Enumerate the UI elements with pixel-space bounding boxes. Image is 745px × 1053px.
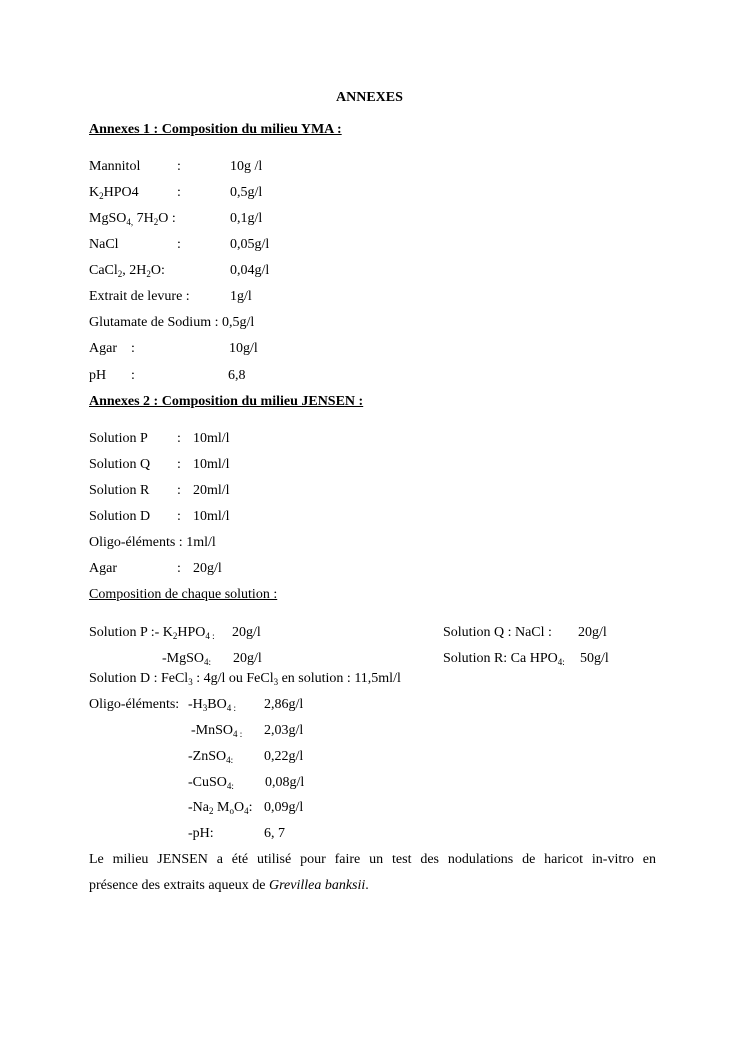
solution-q-value: 20g/l	[578, 625, 607, 640]
row-label: Solution D	[89, 509, 151, 524]
oligo-item: $-H_3BO_{4 :}$	[188, 697, 236, 713]
solutions-subheading: Composition de chaque solution :	[89, 587, 278, 602]
oligo-label: Oligo-éléments:	[89, 697, 180, 712]
row-label: Mannitol	[89, 159, 141, 174]
paragraph-line2: présence des extraits aqueux de Grevillea banksii.	[89, 878, 369, 893]
row-value: 6,8	[228, 368, 246, 383]
row-label: Glutamate de Sodium : 0,5g/l	[89, 315, 255, 330]
solution-d: Solution D : FeCl$_3$ : 4g/l ou FeCl$_3$ en solution : 11,5ml/l	[89, 671, 401, 687]
row-colon: :	[177, 237, 181, 252]
solution-p-line1: Solution P :- $K_2HPO_{4 :}$	[89, 625, 215, 641]
row-label: MgSO$_{4,}$ $7H_2O$ :	[89, 211, 176, 227]
oligo-value: 0,22g/l	[264, 749, 304, 764]
row-value: 10ml/l	[193, 431, 230, 446]
row-value: 20ml/l	[193, 483, 230, 498]
row-label: $K_2HPO4$	[89, 185, 139, 201]
row-label: Solution Q	[89, 457, 151, 472]
row-label: Agar	[89, 341, 117, 356]
row-colon: :	[177, 483, 181, 498]
row-colon: :	[177, 185, 181, 200]
row-value: 0,04g/l	[230, 263, 270, 278]
row-value: 1g/l	[230, 289, 252, 304]
solution-p-value2: 20g/l	[233, 651, 262, 666]
row-label: Solution P	[89, 431, 148, 446]
row-colon: :	[131, 368, 135, 383]
page-title: ANNEXES	[336, 90, 403, 105]
row-value: 20g/l	[193, 561, 222, 576]
row-label: Oligo-éléments : 1ml/l	[89, 535, 216, 550]
oligo-value: 0,09g/l	[264, 800, 304, 815]
row-value: 10ml/l	[193, 509, 230, 524]
oligo-item: -pH:	[188, 826, 214, 841]
oligo-item: -CuSO$_{4:}$	[188, 775, 234, 791]
annex1-heading: Annexes 1 : Composition du milieu YMA :	[89, 122, 342, 137]
row-value: 10g/l	[229, 341, 258, 356]
oligo-item: -MnSO$_{4 :}$	[191, 723, 243, 739]
oligo-item: -ZnSO$_{4:}$	[188, 749, 234, 765]
row-colon: :	[177, 509, 181, 524]
row-label: Solution R	[89, 483, 150, 498]
row-value: 10ml/l	[193, 457, 230, 472]
row-value: 10g /l	[230, 159, 263, 174]
row-colon: :	[131, 341, 135, 356]
row-value: 0,1g/l	[230, 211, 263, 226]
solution-q-label: Solution Q : NaCl :	[443, 625, 552, 640]
row-label: pH	[89, 368, 107, 383]
row-label: Agar	[89, 561, 117, 576]
paragraph-line1: Le milieu JENSEN a été utilisé pour faire un test des nodulations de haricot in-vitro en	[89, 852, 656, 867]
oligo-item: $-Na_2$ $M_oO_4$:	[188, 800, 253, 816]
oligo-value: 2,86g/l	[264, 697, 304, 712]
solution-p-value1: 20g/l	[232, 625, 261, 640]
solution-r-label: Solution R: Ca $HPO_{4:}$	[443, 651, 565, 667]
oligo-value: 6, 7	[264, 826, 285, 841]
oligo-value: 2,03g/l	[264, 723, 304, 738]
solution-p-line2: -MgSO$_{4:}$	[162, 651, 212, 667]
row-colon: :	[177, 431, 181, 446]
row-label: CaCl$_2$, $2H_2O$:	[89, 263, 165, 279]
row-label: NaCl	[89, 237, 119, 252]
oligo-value: 0,08g/l	[265, 775, 305, 790]
row-colon: :	[177, 159, 181, 174]
row-label: Extrait de levure :	[89, 289, 190, 304]
row-value: 0,05g/l	[230, 237, 270, 252]
row-colon: :	[177, 561, 181, 576]
solution-r-value: 50g/l	[580, 651, 609, 666]
row-colon: :	[177, 457, 181, 472]
annex2-heading: Annexes 2 : Composition du milieu JENSEN :	[89, 394, 364, 409]
row-value: 0,5g/l	[230, 185, 263, 200]
